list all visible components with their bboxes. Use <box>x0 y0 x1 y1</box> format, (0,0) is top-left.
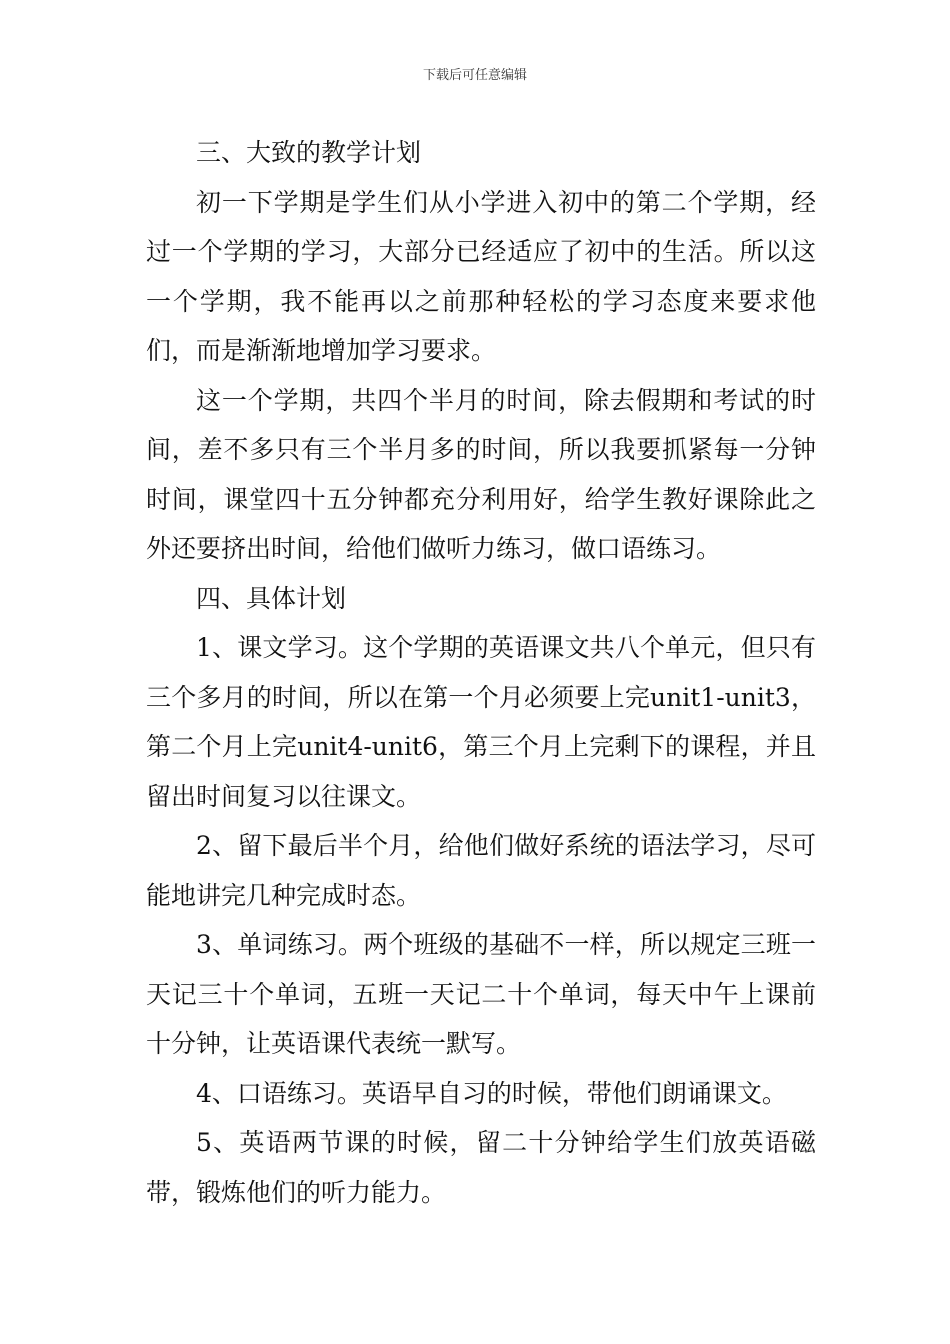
list-item: 3、单词练习。两个班级的基础不一样，所以规定三班一天记三十个单词，五班一天记二十个单词，每天中午上课前十分钟，让英语课代表统一默写。 <box>146 930 816 1058</box>
list-item: 4、口语练习。英语早自习的时候，带他们朗诵课文。 <box>196 1078 787 1108</box>
section-heading-4: 四、具体计划 <box>196 583 347 613</box>
paragraph: 这一个学期，共四个半月的时间，除去假期和考试的时间，差不多只有三个半月多的时间，所以我要抓紧每一分钟时间，课堂四十五分钟都充分利用好，给学生教好课除此之外还要挤出时间，给他们做听力练习，做口语练习。 <box>146 385 816 563</box>
list-item: 1、课文学习。这个学期的英语课文共八个单元，但只有三个多月的时间，所以在第一个月必须要上完unit1-unit3，第二个月上完unit4-unit6，第三个月上完剩下的课程，并且留出时间复习以往课文。 <box>146 633 816 811</box>
paragraph: 初一下学期是学生们从小学进入初中的第二个学期，经过一个学期的学习，大部分已经适应了初中的生活。所以这一个学期，我不能再以之前那种轻松的学习态度来要求他们，而是渐渐地增加学习要求。 <box>146 187 816 365</box>
page-header: 下载后可任意编辑 <box>422 68 527 83</box>
list-item: 5、英语两节课的时候，留二十分钟给学生们放英语磁带，锻炼他们的听力能力。 <box>146 1128 816 1207</box>
section-heading-3: 三、大致的教学计划 <box>196 138 422 167</box>
list-item: 2、留下最后半个月，给他们做好系统的语法学习，尽可能地讲完几种完成时态。 <box>146 831 816 910</box>
document-body <box>146 128 816 1217</box>
